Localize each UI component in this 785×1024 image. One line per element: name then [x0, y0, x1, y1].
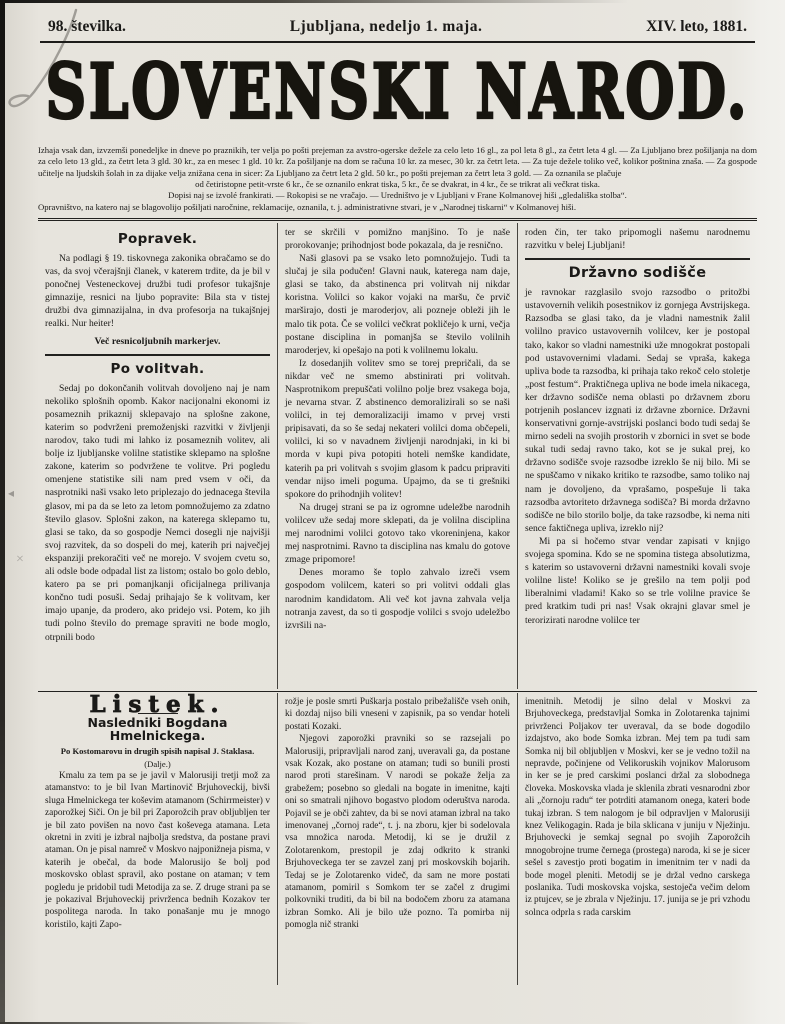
article-drzavnosodisce-heading: Državno sodišče	[568, 265, 707, 282]
article-paragraph: roden čin, ter tako pripomogli našemu narodnemu razvitku v belej Ljubljani!	[525, 226, 750, 251]
column-2	[277, 223, 517, 689]
stray-mark-x: ×	[16, 552, 24, 567]
column-1	[38, 223, 277, 689]
article-paragraph: Sedaj po dokončanih volitvah dovoljeno naj je nam nekoliko splošnih opomb. Kakor nacijonalni ekonomi iz posameznih prikaznij sklepavajo na splošne zakone, katerim so podvrženi premoženjski razvitki v življenji narodov, tako tudi mi lahko iz posameznih volitev, ali bolje iz ljubljanske volilne statistike sklepamo na splošne zakone, katerim so podvržene te volitve. Pri pogledu omenjene statistike sili nam pred vsem v oči, da nasprotniki naši vsako leto priplezajo do jednacega števila glasov, mi pa da se leto za letom pomnožujemo za zdatno število glasov. Splošni zakon, na katerega sklepamo tu, glasi se tako, da so gospodje Nemci dosegli nje najvišji svoj razvitek, da so dospeli do mej, katerih pri največjej ekspanziji prekoračiti več ne morejo. V svojem cvetu so, ali odsle bode odpadal list za listom; ostalo bo golo deblo, katero pa se pri pomanjkanji oficijalnega prilivanja končno tudi posuši. Sedaj prihajajo še k volitvam, ker imajo upanje, da prodero, ako pridejo vsi. Potem, ko jih tudi polno število do premage spraviti ne bode moglo, otrpnili bodo	[45, 382, 270, 643]
article-popravek-heading: Popravek.	[117, 230, 198, 247]
issue-number: 98. številka.	[48, 18, 126, 35]
editorial-address: Dopisi naj se izvolé frankirati. — Rokopisi se ne vračajo. — Uredništvo je v Ljubljani v Frane Kolmanovej hiši „gledališka stolba“.	[168, 190, 627, 201]
column-3	[517, 223, 757, 689]
feuilleton-column-3	[517, 693, 757, 985]
article-paragraph: ter se skrčili v pomižno manjšino. To je naše prorokovanje; prihodnjost bode pokazala, da je resnično.	[285, 226, 510, 251]
feuilleton-section-title: Listek.	[89, 692, 226, 718]
masthead-header-row	[38, 12, 757, 36]
section-rule-top	[38, 218, 757, 221]
feuilleton-column-2	[277, 693, 517, 985]
feuilleton-paragraph: rožje je posle smrti Puškarja postalo pribežališče vseh onih, ki dozdaj nijso bili vneseni v zapisnik, pa so vendar hoteli postati Kozaki.	[285, 696, 510, 732]
subscription-info-block	[38, 145, 757, 213]
article-paragraph: Iz dosedanjih volitev smo se torej prepričali, da se nikdar več ne smemo abstinirati pri volitvah. Nasprotnikom prepuščati volilno polje brez vsakega boja, je nevarna stvar. Z abstinenco demoralizirali so se naši volilci, in tej demoralizaciji imamo v prvej vrsti pripisavati, da so še sedaj nekateri volilci doma občepeli, volilci, ki so v navadnem življenji narodnjaki, in ki bi morda v kupi piva potopiti hoteli nemške kandidate, katerih pa pri volitvah s svojim glasom k padcu pripraviti vendar nijso imeli poguma. Upajmo, da se ti grešniki spokore do prihodnjih volitev!	[285, 357, 510, 500]
main-columns	[38, 223, 757, 689]
dateline: Ljubljana, nedeljo 1. maja.	[289, 18, 483, 35]
article-paragraph: Mi pa si hočemo stvar vendar zapisati v knjigo svojega spomina. Kdo se ne spomina tistega absolutizma, s katerim so ustavoverni državni namestniki kovali svoje volilne liste! Koliko se je grešilo na tem polji pod liberalnimi vladami! Kako so se trle volilne pravice še pred kratkim tudi pri nas! Vsak okrajni glavar smel je terorizirati narodne volilce ter	[525, 535, 750, 626]
feuilleton-article-heading: Nasledniki Bogdana Hmelnickega.	[87, 715, 228, 743]
subscription-terms: Izhaja vsak dan, izvzemši ponedeljke in dneve po praznikih, ter velja po pošti prejeman za avstro-ogerske dežele za celo leto 16 gl., za pol leta 8 gl., za četrt leta 4 gl. — Za Ljubljano brez pošiljanja na dom za celo leto 13 gld., za četrt leta 3 gld. 30 kr., za en mesec 1 gld. 10 kr. Za pošiljanje na dom se računa 10 kr. za mesec, 30 kr. za četrt leta. — Za tuje dežele toliko več, kolikor poštnina znaša. — Za gospode učitelje na ljudskih šolah in za dijake velja znižana cena in sicer: Za Ljubljano za četrt leta 2 gld. 50 kr., po pošti prejeman za četrt leta 3 gold. — Za oznanila se plačuje	[38, 145, 757, 178]
administration-address: Opravništvo, na katero naj se blagovolijo pošiljati naročnine, reklamacije, oznanila, t. j. administrativne stvari, je v „Narodnej tiskarni“ v Kolmanovej hiši.	[38, 201, 576, 212]
feuilleton-paragraph: Njegovi zaporožki pravniki so se razsejali po Malorusiji, pripravljali narod zanj, uveravali ga, da postane vsak Kozak, ako postane on ataman; tudi so bunili prosti narod proti starešinam. V narodi se pokaže želja za grabežem; posebno so gledali na bogate in imenitne, kajti oni so smatrali njihovo bogastvo plodom oderuštva naroda. Pojavil se je obči zahtev, da bi se novi ataman izbral na tako imenovanej „čornoj rade“, t. j. na zboru, kjer bi sodelovala vsa množica naroda. Metodij, ki se je družil z Zolotarenkom, prestopil je zdaj odkrito k stranki Brjuhoveckega ter se zavzel zanj pri moskovskih bojarih. Tedaj se je Zolotarenko videč, da sam ne more postati atamanom, pomiril s Somkom ter se začel z drugimi polkovniki truditi, da bi bil na bodočem zboru za atamana izbran Somko. Ali je bilo uže pozno. Ta pomirba nij pomogla nič stranki	[285, 734, 510, 931]
stray-mark-arrow: ◂	[8, 486, 15, 500]
feuilleton-paragraph: Kmalu za tem pa se je javil v Malorusiji tretji mož za atamanstvo: to je bil Ivan Martinovič Brjuhoveckij, bivši sluga Hmelnickega ter koševim atamanom (Schirrmeister) v zaporožkej Siči. On je bil pri Zaporožcih prav obljubljen ter je bil zato povišen na novo čast koševega atamana. Leta okretni in zviti je izbral najbolja sredstva, da postane pravi ataman. On je pisal namreč v Moskvo najponižneja pisma, v katerih je obečal, da bode Malorusijo še bolj pod moskovsko oblast spravil, ako postane on ataman; v tem pogledu je pridobil tudi Metodija za se. Z druge strani pa se je pokazival Brjuhoveckij privrženca bednih Kozakov ter pospolitega naroda. In tako ponašanje mu je mnogo koristilo, kajti Zapo-	[45, 770, 270, 930]
feuilleton-column-1	[38, 693, 277, 985]
feuilleton-rule	[38, 691, 757, 692]
edition-year: XIV. leto, 1881.	[646, 18, 747, 35]
article-paragraph: Na drugej strani se pa iz ogromne udeležbe narodnih volilcev uže sedaj more sklepati, da je volilna disciplina mej narodnimi volilci gotovo tako vkoreninjena, kakor mej nasprotnimi. Ravno ta disciplina nas kmalu do gotove zmage pripomore!	[285, 501, 510, 566]
masthead-rule	[40, 41, 755, 43]
article-paragraph: Denes moramo še toplo zahvalo izreči vsem gospodom volilcem, kateri so pri volitvi oddali glas narodnim kandidatom. Ali več kot javna zahvala velja notranja zavest, da so ti gospodje volilci s svojo udeležbo izvršili na-	[285, 567, 510, 631]
feuilleton-paragraph: imenitnih. Metodij je silno delal v Moskvi za Brjuhoveckega, predstavljal Somka in Zolotarenka tajnimi privrženci Poljakov ter uveraval, da se bode dogodilo izdajstvo, ako bode Somka izbran. Mej tem pa tudi sam Somka nij bil obljubljen v Moskvi, ker se je vedno tožil na nepravde, počinjene od Velikoruskih vojnikov Malorusom in ker se je pred carskimi poslanci držal za slobodnega človeka. Moskovska vlada je sklenila zbrati vesnarodni zbor ali „čornoju radu“ ter potrditi atamanom onega, kateri bode tukaj izbran. S tem nalogom je bil odpravljen v Malorusiji knez Velikogagin. Rada je bila sklicana v juniju v Nježinju. Brjuhovecki je semkaj segnal po svojih Zaporožcih mnogobrojne trume černega (prostega) naroda, ki se je sicer sešel s zavestjo proti bogatim in imenitnim ter v nadi da bode mogel pleniti. Metodij se je držal vedno carskega poslanika. Tudi moskovska vojska, sestoječa večim delom iz ptujcev, se je zbrala v Nježinju. 17. junija se je pri vzhodu solnca odprla s rada carskim	[525, 696, 750, 918]
article-popravek-body: Na podlagi § 19. tiskovnega zakonika obračamo se do vas, da svoj včerajšnji članek, v katerem trdite, da je bil v ponočnej Vesteneckovej družbi tudi profesor tukajšnje gimnazije, resnici na ljubo popravite: Bila sta v tistej družbi dva gimnazijalna, in dva profesorja na tukajšnjej realki. Nur heiter!	[45, 252, 270, 330]
article-paragraph: je ravnokar razglasilo svojo razsodbo o pritožbi ustavovernih velikih posestnikov iz gornjega Avstrijskega. Razsodba se glasi tako, da je vladni namestnik žalil volilno pravico ustavovernih volilcev, ker je postopal tako, kakor so vladni namestniki uže mnogokrat postopali pod ustavovernimi vladami. Sedaj se vpraša, kakega upliva bode ta razsodba, ki prihaja tako rekoč celo stoletje „post festum“. Praktičnega upliva ne bode imela nikacega, ker državno sodišče nema oblasti po državnem zboru potrjenih poslancev izgnati iz državne zbornice. Državni konservativni gornje-avstrijski poslanci bodo tudi sedaj še mirno sedeli na svojih prostorih v zbornici in svet se bode sukal tudi sedaj ravno tako, kot se je sukal prej, ko državno sodišče svoje razsodbe izreklo še nij bilo. Mi se ne spuščamo v nikako kritiko te razsodbe, samo toliko naj nam je dovoljeno, da vprašamo, pospešuje li taka razsodba avtoriteto državnega sodišča? Bi morda državno sodišče ne bilo storilo bolje, da take razsodbe, ki nema niti sence faktičnega upliva, izreklo nij?	[525, 287, 750, 534]
article-divider	[45, 354, 270, 356]
feuilleton-continuation-note: (Dalje.)	[144, 758, 171, 769]
article-paragraph: Naši glasovi pa se vsako leto pomnožujejo. Tudi ta slučaj je sila podučen! Glavni nauk, katerega nam daje, glasi se tako, da abstinenca pri volitvah nij nikdar koristna. Volilci so kakor vojaki na maršu, če prvič marširajo, dosti je maroderjov, ali pozneje obleži jih le malo tik pota. Če se volilci večkrat pokličejo k urni, večja postane disciplina in pomanjša se število volilnih maroderjev, ki opešajo na poti k volilnemu lokalu.	[285, 253, 510, 356]
feuilleton-columns	[38, 693, 757, 985]
feuilleton-byline: Po Kostomarovu in drugih spisih napisal J. Staklasa.	[60, 746, 255, 757]
advertising-rates: od četiristopne petit-vrste 6 kr., če se oznanilo enkrat tiska, 5 kr., če se dvakrat, in 4 kr., če se trikrat ali večkrat tiska.	[195, 178, 600, 189]
article-divider	[525, 258, 750, 260]
article-popravek-signature: Več resnicoljubnih markerjev.	[94, 335, 221, 347]
newspaper-title: SLOVENSKI NAROD.	[45, 47, 750, 137]
article-povolitvah-heading: Po volitvah.	[110, 360, 205, 377]
